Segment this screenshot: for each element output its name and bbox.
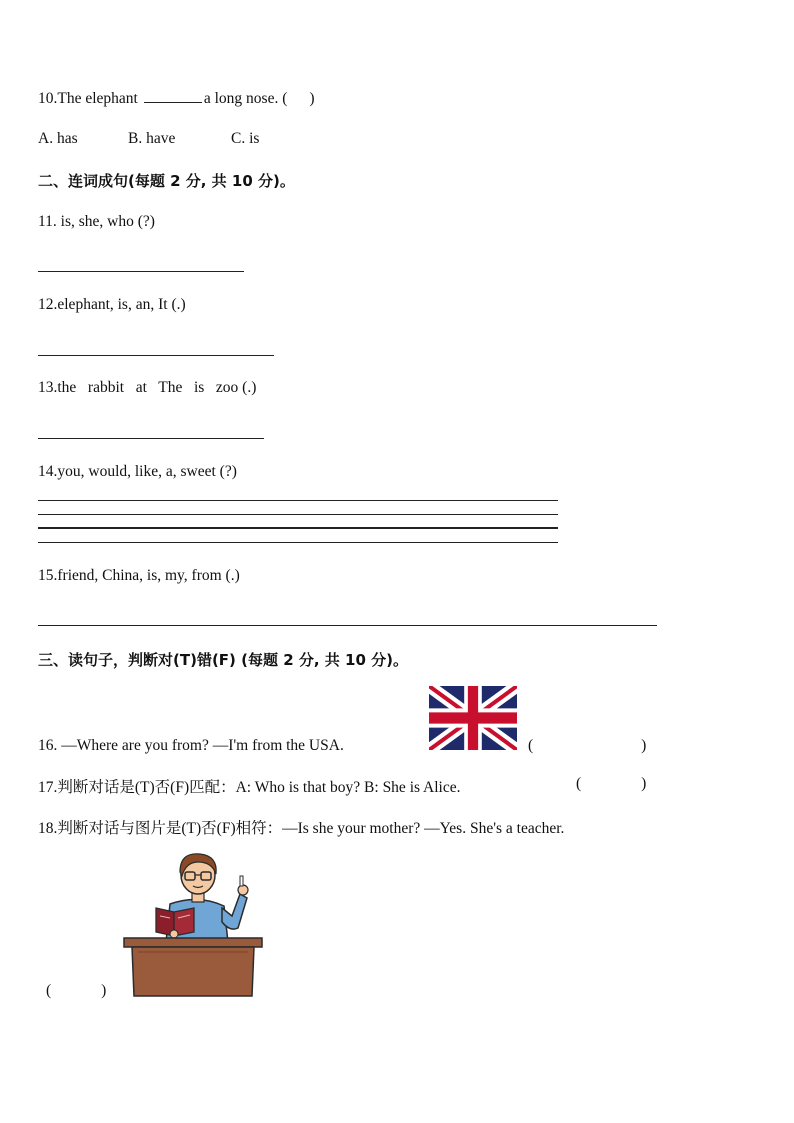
q18-answer-paren[interactable]: [46, 982, 106, 1000]
q10-option-c[interactable]: C. is: [231, 130, 260, 147]
q10-before: The elephant: [57, 90, 138, 107]
question-11: 11. is, she, who (?): [38, 213, 155, 230]
uk-flag-icon: [429, 686, 517, 750]
q16-paren-close: ): [641, 737, 647, 754]
teacher-illustration: [118, 850, 268, 1000]
q10-option-a[interactable]: A. has: [38, 130, 78, 147]
q13-answer-line[interactable]: [38, 438, 264, 439]
q10-after: a long nose. (: [203, 90, 288, 107]
section-3-title: 三、读句子，判断对(T)错(F) (每题 2 分, 共 10 分)。: [38, 651, 408, 669]
question-15: 15.friend, China, is, my, from (.): [38, 567, 240, 584]
question-10: [38, 88, 315, 108]
q12-answer-line[interactable]: [38, 355, 274, 356]
q11-answer-line[interactable]: [38, 271, 244, 272]
q10-option-b[interactable]: B. have: [128, 130, 176, 147]
question-16: 16. —Where are you from? —I'm from the USA.: [38, 737, 344, 754]
q15-answer-line[interactable]: [38, 625, 657, 626]
q16-answer-paren[interactable]: [528, 737, 646, 755]
question-13: 13.the rabbit at The is zoo (.): [38, 379, 257, 396]
q14-line-2: [38, 514, 558, 515]
q10-number: 10.: [38, 90, 58, 107]
q16-paren-open: (: [528, 737, 534, 754]
q10-close: ): [309, 90, 315, 107]
question-17: 17.判断对话是(T)否(F)匹配：A: Who is that boy? B: She is Alice.: [38, 779, 461, 796]
question-18: 18.判断对话与图片是(T)否(F)相符：—Is she your mother? —Yes. She's a teacher.: [38, 820, 565, 837]
q14-line-4: [38, 542, 558, 543]
q18-paren-open: (: [46, 982, 52, 999]
q17-paren-close: ): [641, 775, 647, 792]
question-14: 14.you, would, like, a, sweet (?): [38, 463, 237, 480]
q14-line-3: [38, 527, 558, 529]
q10-blank[interactable]: [144, 88, 202, 103]
q10-options: [38, 130, 259, 148]
question-12: 12.elephant, is, an, It (.): [38, 296, 186, 313]
q17-answer-paren[interactable]: [576, 775, 646, 793]
q18-paren-close: ): [101, 982, 107, 999]
q14-line-1: [38, 500, 558, 501]
q17-paren-open: (: [576, 775, 582, 792]
section-2-title: 二、连词成句(每题 2 分, 共 10 分)。: [38, 172, 295, 190]
